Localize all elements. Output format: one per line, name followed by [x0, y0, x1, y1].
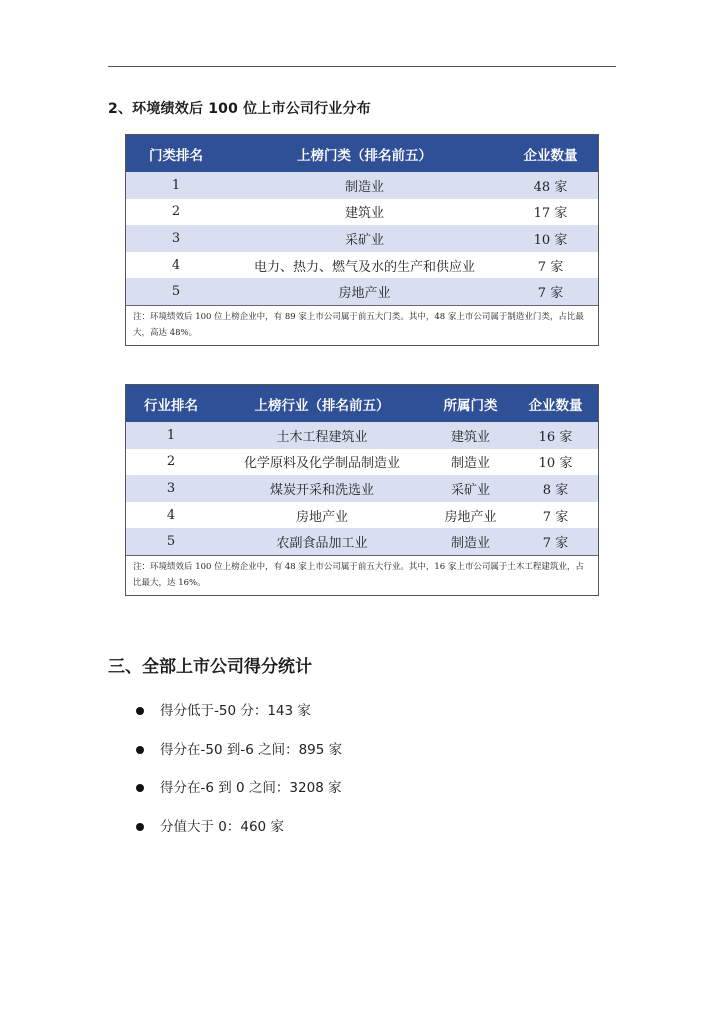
- category-cell: 制造业: [428, 528, 513, 555]
- column-header: 企业数量: [513, 385, 598, 422]
- table-row: [126, 252, 598, 279]
- table-note: 注：环境绩效后 100 位上榜企业中，有 48 家上市公司属于前五大行业。其中，16 家上市公司属于土木工程建筑业，占比最大，达 16%。: [126, 555, 598, 595]
- table-row: [126, 422, 598, 449]
- count-cell: 16 家: [513, 422, 598, 449]
- bullet-icon: [136, 707, 144, 715]
- section-heading: 三、全部上市公司得分统计: [108, 657, 312, 677]
- list-item: [136, 777, 342, 816]
- industry-cell: 化学原料及化学制品制造业: [216, 449, 428, 476]
- industry-table: [125, 384, 599, 596]
- top-divider: [108, 66, 616, 67]
- rank-cell: 4: [126, 252, 226, 279]
- score-statistics-list: [136, 700, 342, 854]
- industry-cell: 土木工程建筑业: [216, 422, 428, 449]
- category-table: [125, 134, 599, 346]
- rank-cell: 5: [126, 528, 216, 555]
- category-cell: 采矿业: [428, 475, 513, 502]
- count-cell: 7 家: [513, 528, 598, 555]
- column-header: 门类排名: [126, 135, 226, 172]
- column-header: 行业排名: [126, 385, 216, 422]
- count-cell: 48 家: [503, 172, 598, 199]
- count-cell: 10 家: [513, 449, 598, 476]
- column-header: 上榜行业（排名前五）: [216, 385, 428, 422]
- category-cell: 电力、热力、燃气及水的生产和供应业: [226, 252, 503, 279]
- list-item-text: 得分低于-50 分：143 家: [160, 703, 311, 719]
- category-cell: 建筑业: [226, 199, 503, 226]
- column-header: 上榜门类（排名前五）: [226, 135, 503, 172]
- category-cell: 建筑业: [428, 422, 513, 449]
- table-row: [126, 449, 598, 476]
- table-header-row: [126, 385, 598, 422]
- industry-cell: 房地产业: [216, 502, 428, 529]
- column-header: 所属门类: [428, 385, 513, 422]
- rank-cell: 5: [126, 278, 226, 305]
- count-cell: 7 家: [513, 502, 598, 529]
- count-cell: 7 家: [503, 252, 598, 279]
- bullet-icon: [136, 784, 144, 792]
- bullet-icon: [136, 823, 144, 831]
- list-item: [136, 739, 342, 778]
- count-cell: 17 家: [503, 199, 598, 226]
- rank-cell: 3: [126, 475, 216, 502]
- table-note: 注：环境绩效后 100 位上榜企业中，有 89 家上市公司属于前五大门类。其中，48 家上市公司属于制造业门类，占比最大，高达 48%。: [126, 305, 598, 345]
- table-row: [126, 475, 598, 502]
- list-item: [136, 816, 342, 855]
- table-row: [126, 502, 598, 529]
- table-row: [126, 199, 598, 226]
- rank-cell: 4: [126, 502, 216, 529]
- table-row: [126, 278, 598, 305]
- rank-cell: 1: [126, 422, 216, 449]
- table-row: [126, 172, 598, 199]
- count-cell: 7 家: [503, 278, 598, 305]
- column-header: 企业数量: [503, 135, 598, 172]
- table-row: [126, 225, 598, 252]
- rank-cell: 2: [126, 199, 226, 226]
- category-cell: 房地产业: [226, 278, 503, 305]
- list-item-text: 得分在-50 到-6 之间：895 家: [160, 741, 343, 758]
- list-item: [136, 700, 342, 739]
- count-cell: 10 家: [503, 225, 598, 252]
- category-cell: 制造业: [226, 172, 503, 199]
- category-cell: 采矿业: [226, 225, 503, 252]
- rank-cell: 2: [126, 449, 216, 476]
- list-item-text: 分值大于 0：460 家: [160, 818, 284, 835]
- industry-cell: 农副食品加工业: [216, 528, 428, 555]
- count-cell: 8 家: [513, 475, 598, 502]
- rank-cell: 1: [126, 172, 226, 199]
- list-item-text: 得分在-6 到 0 之间：3208 家: [160, 780, 342, 796]
- industry-cell: 煤炭开采和洗选业: [216, 475, 428, 502]
- bullet-icon: [136, 746, 144, 754]
- rank-cell: 3: [126, 225, 226, 252]
- table-row: [126, 528, 598, 555]
- category-cell: 制造业: [428, 449, 513, 476]
- section-heading: 2、环境绩效后 100 位上市公司行业分布: [108, 101, 371, 117]
- category-cell: 房地产业: [428, 502, 513, 529]
- table-header-row: [126, 135, 598, 172]
